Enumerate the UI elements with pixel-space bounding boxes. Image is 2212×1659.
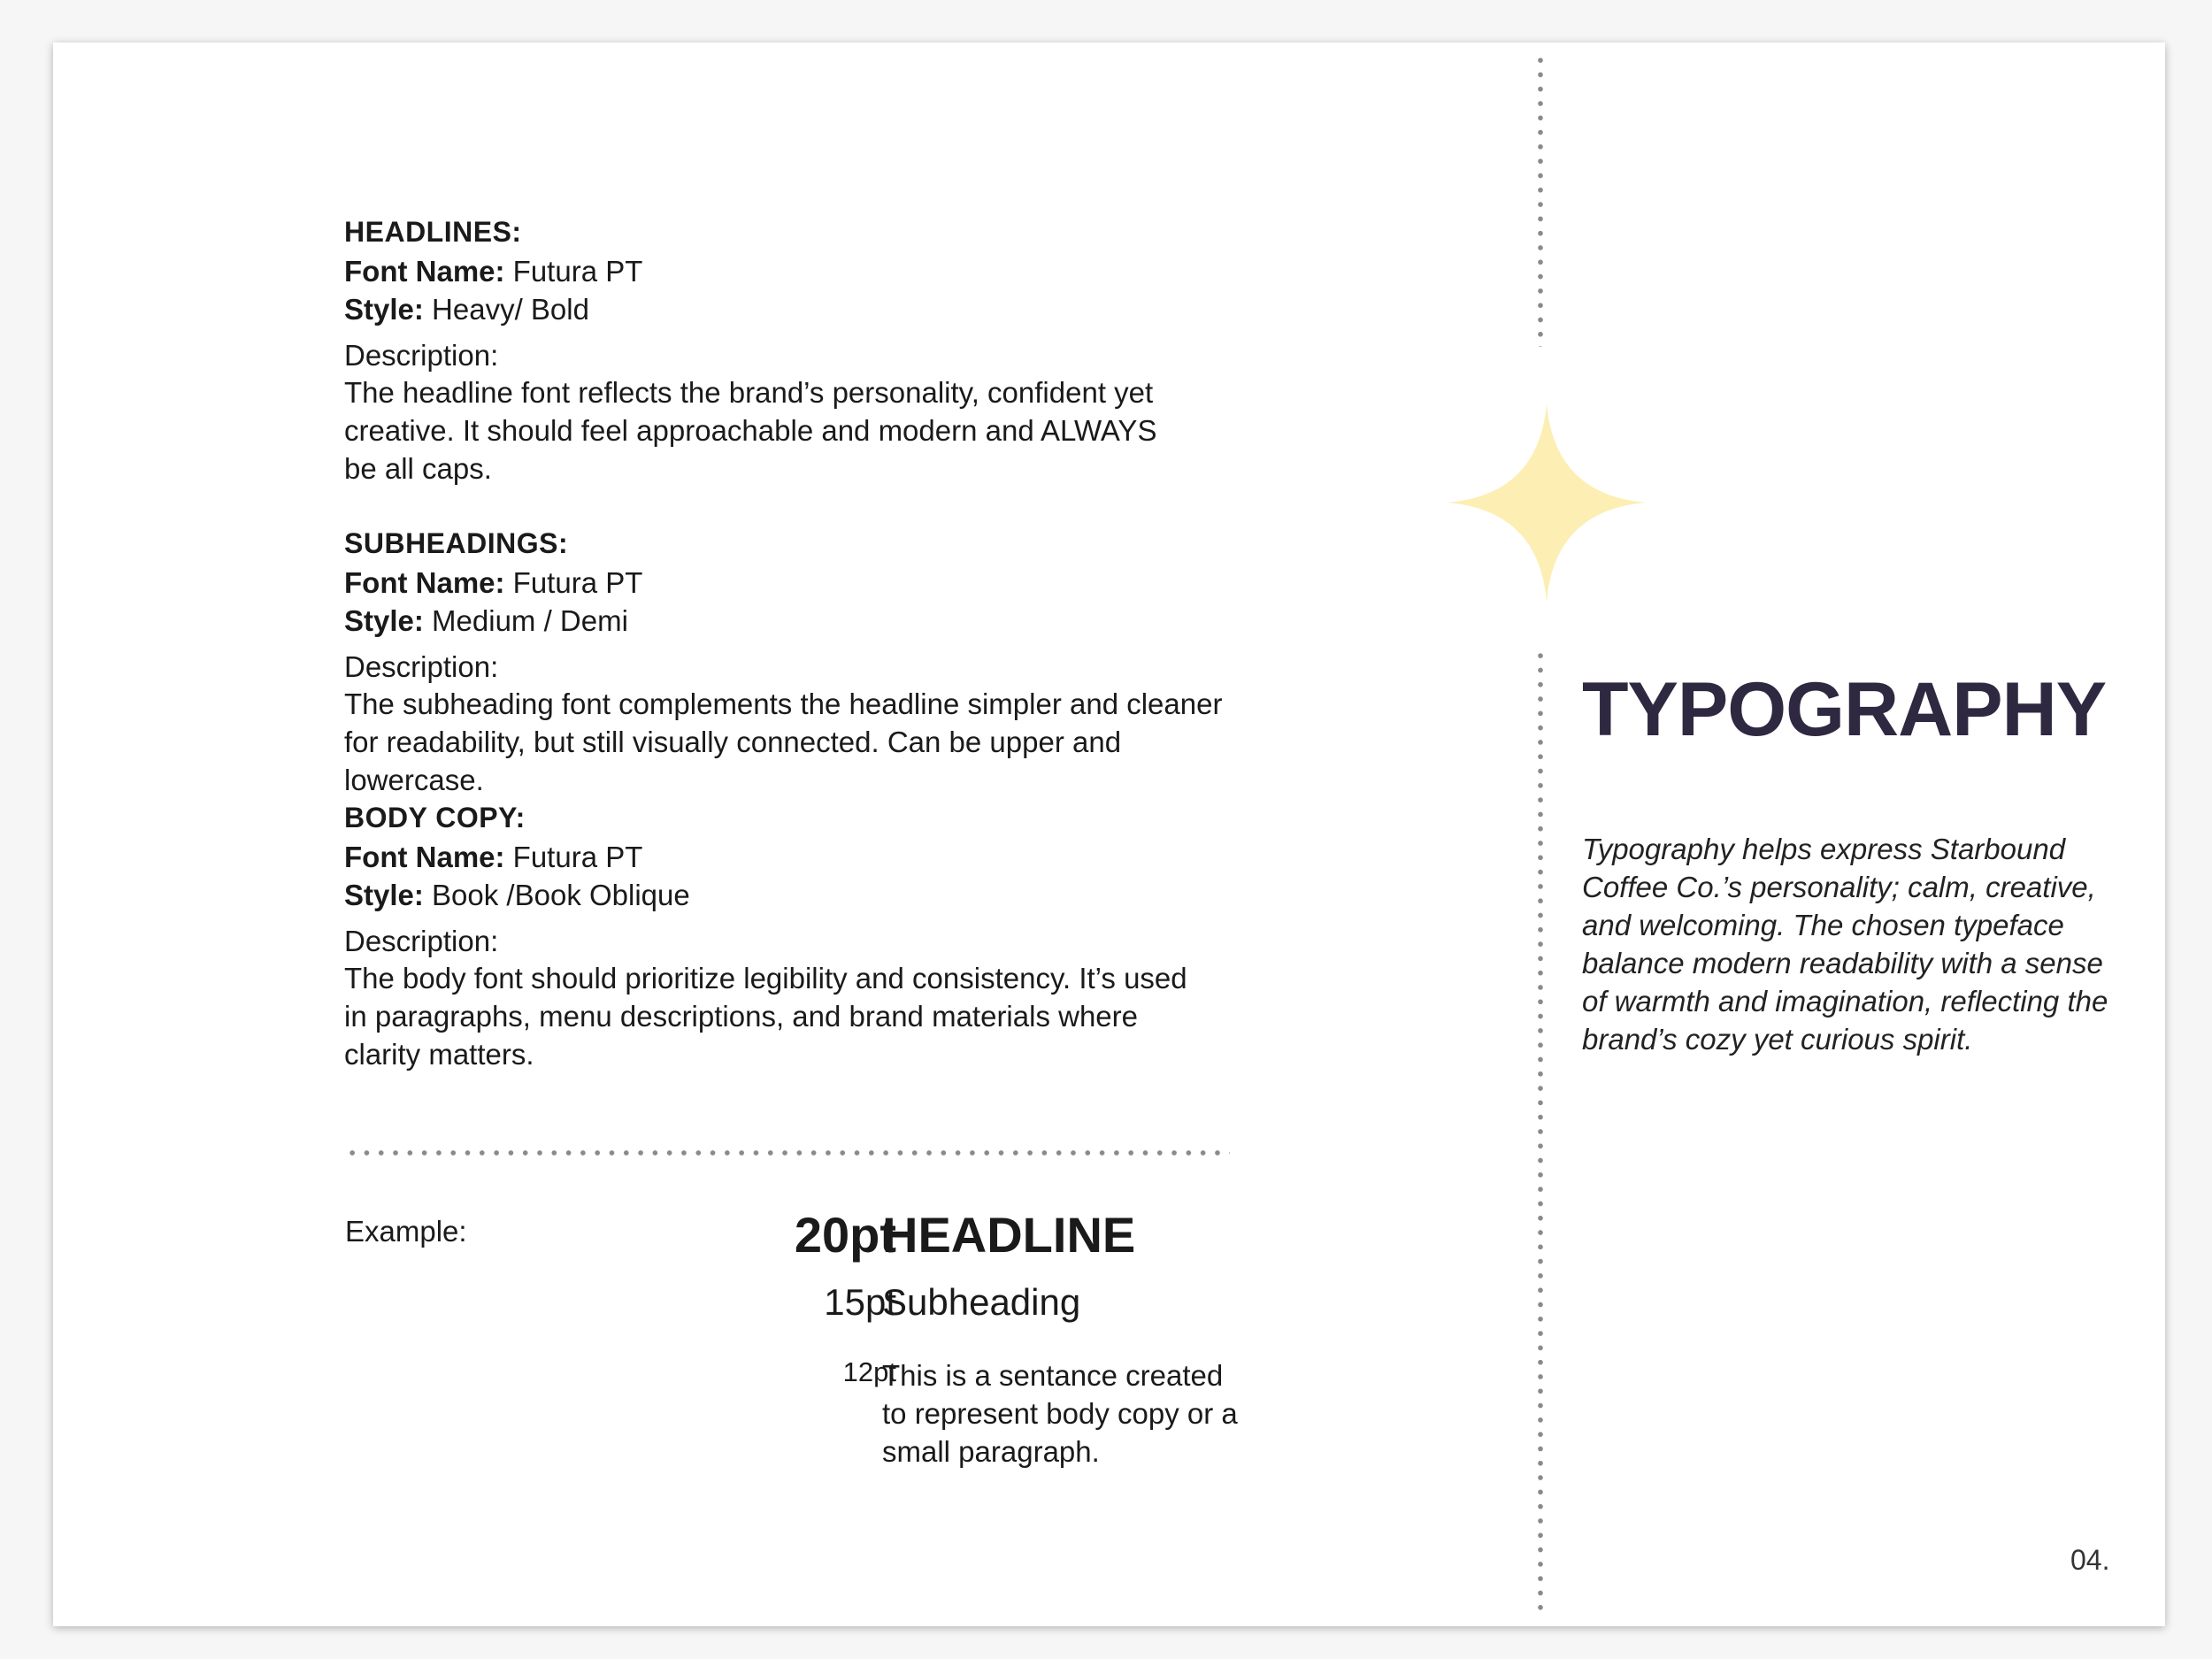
- style-value: Heavy/ Bold: [423, 293, 589, 326]
- example-sizes: [672, 42, 896, 1626]
- body-size: 12pt: [842, 1356, 896, 1387]
- font-name-label: Font Name:: [344, 841, 505, 873]
- intro-paragraph: Typography helps express Starbound Coffee Co.’s personality; calm, creative, and welcoming. The chosen typeface balance modern readability with a sense of warmth and imagination, reflecting the brand’s cozy yet curious spirit.: [1582, 833, 2108, 1056]
- body-copy-title: BODY COPY:: [344, 802, 526, 833]
- subheadings-style: [344, 604, 628, 638]
- document-page: [53, 42, 2165, 1626]
- headlines-style: [344, 293, 589, 326]
- style-value: Medium / Demi: [423, 604, 628, 637]
- vertical-dotted-divider-top: [1538, 53, 1543, 347]
- headlines-description-label: Description:: [344, 339, 499, 372]
- style-value: Book /Book Oblique: [423, 879, 690, 911]
- style-label: Style:: [344, 293, 424, 326]
- headlines-font: [344, 255, 642, 288]
- subheadings-title: SUBHEADINGS:: [344, 527, 569, 559]
- font-name-value: Futura PT: [504, 255, 643, 288]
- subheadings-font: [344, 566, 642, 600]
- font-name-label: Font Name:: [344, 255, 505, 288]
- font-name-value: Futura PT: [504, 841, 643, 873]
- style-label: Style:: [344, 604, 424, 637]
- headline-sample: HEADLINE: [882, 1207, 1136, 1263]
- subheadings-description-label: Description:: [344, 650, 499, 683]
- body-copy-style: [344, 879, 690, 912]
- subheadings-description: The subheading font complements the headline simpler and cleaner for readability, but still visually connected. Can be upper and lowercase.: [344, 687, 1223, 796]
- body-copy-font: [344, 841, 642, 874]
- star-icon: [1440, 396, 1653, 609]
- vertical-dotted-divider-bottom: [1538, 649, 1543, 1615]
- headline-size: 20pt: [794, 1207, 896, 1263]
- font-name-label: Font Name:: [344, 566, 505, 599]
- page-title: TYPOGRAPHY: [1582, 667, 2107, 752]
- body-copy-description: The body font should prioritize legibility and consistency. It’s used in paragraphs, menu descriptions, and brand materials where clarity matters.: [344, 962, 1187, 1071]
- headlines-description: The headline font reflects the brand’s personality, confident yet creative. It should feel approachable and modern and ALWAYS be all caps.: [344, 376, 1157, 485]
- font-name-value: Futura PT: [504, 566, 643, 599]
- example-label: Example:: [345, 1215, 467, 1248]
- body-copy-description-label: Description:: [344, 925, 499, 957]
- headlines-title: HEADLINES:: [344, 216, 522, 248]
- subheading-sample: Subheading: [882, 1281, 1081, 1323]
- page-number: 04.: [2070, 1544, 2110, 1576]
- subheading-size: 15pt: [824, 1281, 896, 1323]
- style-label: Style:: [344, 879, 424, 911]
- body-sample: This is a sentance created to represent body copy or a small paragraph.: [882, 1359, 1238, 1468]
